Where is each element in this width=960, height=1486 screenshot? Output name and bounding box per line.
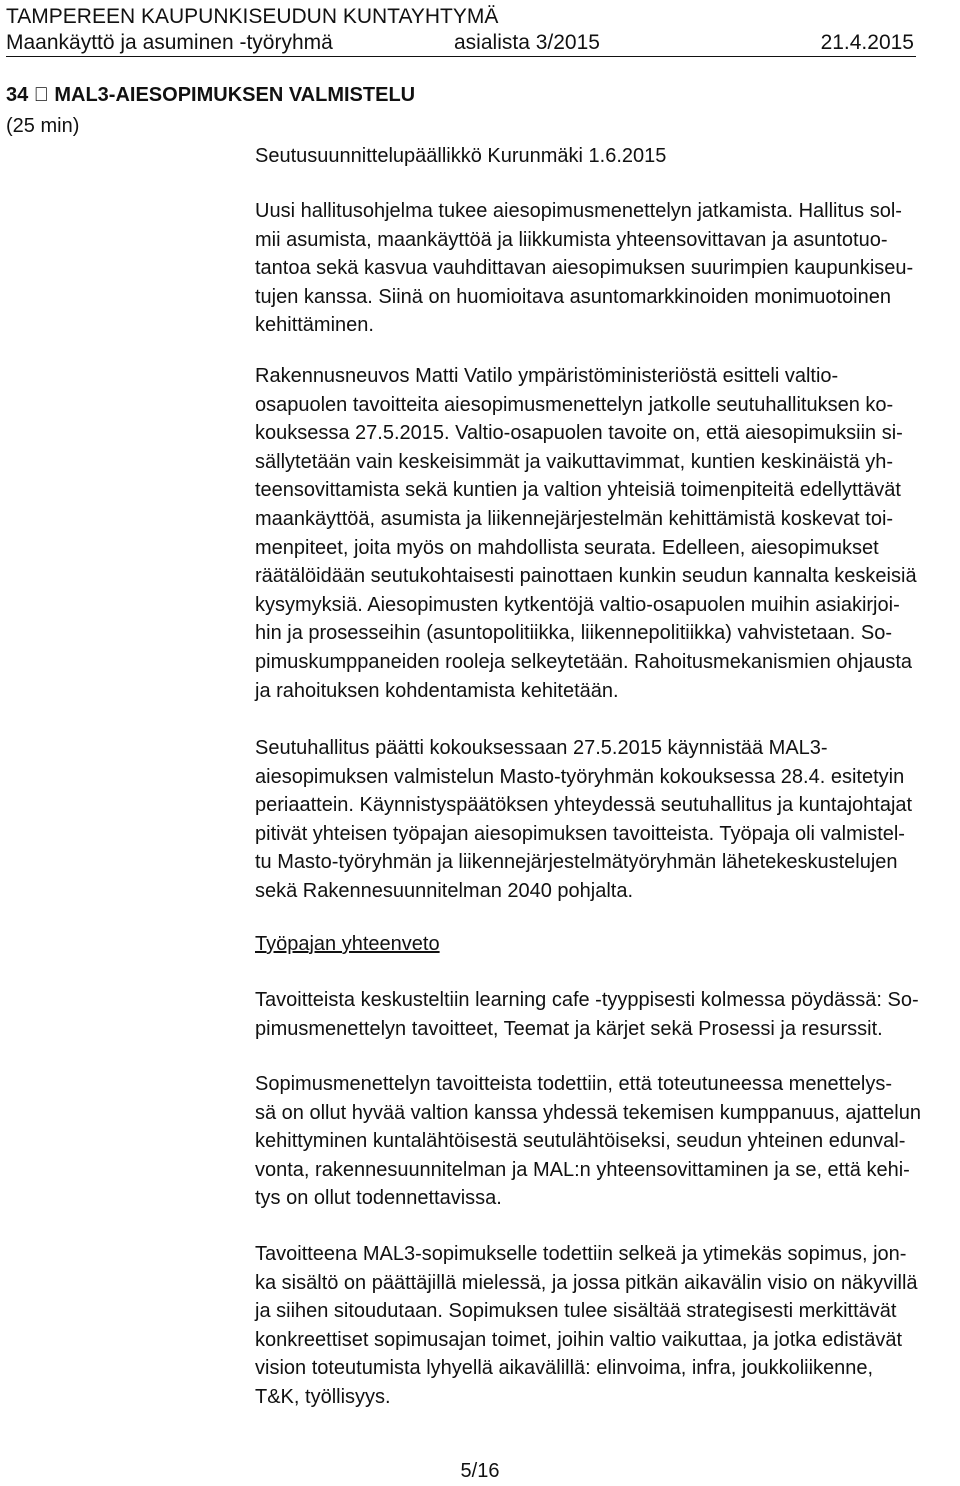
working-group-name: Maankäyttö ja asuminen -työryhmä	[6, 31, 333, 54]
paragraph-procedure-goals: Sopimusmenettelyn tavoitteista todettiin, että toteutuneessa menettelys- sä on ollut hyvää valtion kanssa yhdessä tekemisen kumppanuus, ajattelun kehittyminen kuntalähtöisestä seutulähtöiseksi, seudun yhteinen edunval- vonta, rakennesuunnitelman ja MAL:n yhteensovittaminen ja se, että kehi- tys on ollut todennettavissa.	[255, 1073, 921, 1210]
agenda-number: asialista 3/2015	[454, 31, 600, 54]
section-duration: (25 min)	[6, 115, 80, 137]
paragraph-government-programme: Uusi hallitusohjelma tukee aiesopimusmenettelyn jatkamista. Hallitus sol- mii asumista, maankäyttöä ja liikkumista yhteensovittavan ja asuntotuo- tantoa sekä kasvua vauhdittavan aiesopimuksen suurimpien kaupunkiseu- tujen kanssa. Siinä on huomioitava asuntomarkkinoiden monimuotoinen kehittäminen.	[255, 200, 914, 337]
paragraph-learning-cafe: Tavoitteista keskusteltiin learning cafe -tyyppisesti kolmessa pöydässä: So- pimusmenettelyn tavoitteet, Teemat ja kärjet sekä Prosessi ja resurssit.	[255, 989, 919, 1040]
section-title: 34 MAL3-AIESOPIMUKSEN VALMISTELU	[6, 84, 395, 106]
presenter-line: Seutusuunnittelupäällikkö Kurunmäki 1.6.2015	[255, 145, 667, 167]
document-header	[6, 4, 916, 57]
header-meta-row	[6, 30, 916, 57]
workshop-summary-heading: Työpajan yhteenveto	[255, 933, 440, 955]
paragraph-mal3-goals: Tavoitteena MAL3-sopimukselle todettiin selkeä ja ytimekäs sopimus, jon- ka sisältö on päättäjillä mielessä, ja jossa pitkän aikavälin visio on näkyvillä ja siihen sitoudutaan. Sopimuksen tulee sisältää strategisesti merkittävät konkreettiset sopimusajan toimet, joihin valtio vaikuttaa, ja jotka edistävät vision toteutumista lyhyellä aikavälillä: elinvoima, infra, joukkoliikenne, T&K, työllisyys.	[255, 1243, 918, 1408]
document-date: 21.4.2015	[820, 31, 914, 54]
paragraph-ministry-goals: Rakennusneuvos Matti Vatilo ympäristöministeriöstä esitteli valtio- osapuolen tavoitteita aiesopimusmenettelyn jatkolle seutuhallituksen ko- kouksessa 27.5.2015. Valtio-osapuolen tavoite on, että aiesopimuksiin si- sällytetään vain keskeisimmät ja vaikuttavimmat, kuntien keskinäistä yh- teensovittamista sekä kuntien ja valtion yhteisiä toimenpiteitä edellyttävät maankäyttöä, asumista ja liikennejärjestelmän kehittämistä koskevat toi- menpiteet, joita myös on mahdollista seurata. Edelleen, aiesopimukset räätälöidään seutukohtaisesti painottaen kunkin seudun kannalta keskeisiä kysymyksiä. Aiesopimusten kytkentöjä valtio-osapuolen muihin asiakirjoi- hin ja prosesseihin (asuntopolitiikka, liikennepolitiikka) vahvistetaan. So- pimuskumppaneiden rooleja selkeytetään. Rahoitusmekanismien ohjausta ja rahoituksen kohdentamista kehitetään.	[255, 365, 917, 702]
page-number: 5/16	[460, 1460, 500, 1482]
paragraph-regional-board-decision: Seutuhallitus päätti kokouksessaan 27.5.2015 käynnistää MAL3- aiesopimuksen valmistelun Masto-työryhmän kokouksessa 28.4. esitetyin periaattein. Käynnistyspäätöksen yhteydessä seutuhallitus ja kuntajohtajat pitivät yhteisen työpajan aiesopimuksen tavoitteista. Työpaja oli valmistel- tu Masto-työryhmän ja liikennejärjestelmätyöryhmän lähetekeskustelujen sekä Rakennesuunnitelman 2040 pohjalta.	[255, 737, 913, 902]
organization-name: TAMPEREEN KAUPUNKISEUDUN KUNTAYHTYMÄ	[6, 5, 499, 28]
